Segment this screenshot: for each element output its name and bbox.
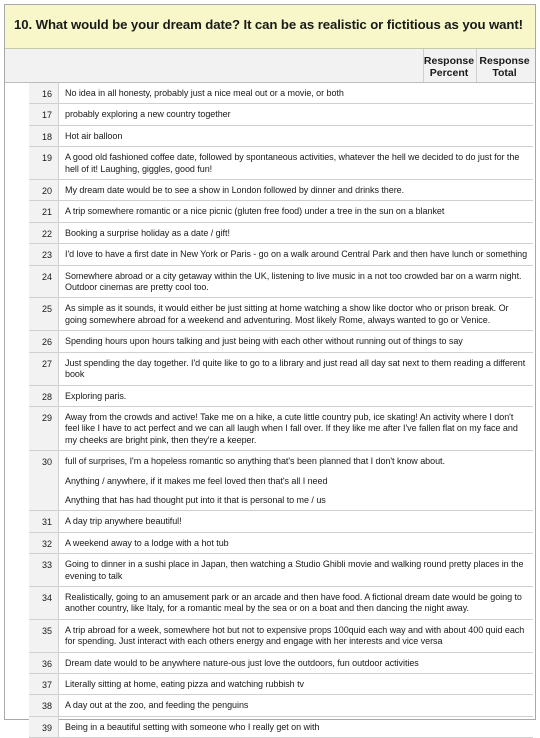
response-text [59,674,533,694]
response-percent-header [423,55,475,79]
response-text [59,104,533,124]
response-number: 27 [29,353,59,385]
response-text [59,331,533,351]
response-number: 23 [29,244,59,264]
response-number: 33 [29,554,59,586]
response-text-paragraph: A day trip anywhere beautiful! [65,516,182,527]
response-total-header [476,55,533,79]
response-number: 22 [29,223,59,243]
question-header [5,5,535,49]
response-text [59,620,533,652]
response-text-paragraph: Exploring paris. [65,390,127,401]
response-text [59,653,533,673]
response-text-paragraph: Booking a surprise holiday as a date / gift! [65,227,230,238]
response-row [29,83,533,104]
response-number: 19 [29,147,59,179]
response-text [59,407,533,450]
response-row [29,717,533,738]
response-text-paragraph: A good old fashioned coffee date, followed by spontaneous activities, whatever the hell we decided to do just for the hell of it! Laughing, giggles, good fun! [65,152,520,174]
response-text [59,587,533,619]
response-number: 29 [29,407,59,450]
response-row [29,587,533,620]
response-text-paragraph: Away from the crowds and active! Take me on a hike, a cute little country pub, ice skating! An activity where I don't feel like I have to act perfect and we can all laugh when I fall over. If they like me after I've fallen flat on my face and my cheeks are bright pink, then they're a keeper. [65,411,518,445]
response-text [59,266,533,298]
response-percent-header-line1: Response [423,55,475,67]
response-number: 16 [29,83,59,103]
survey-page [4,4,536,733]
response-text-paragraph: Just spending the day together. I'd quite like to go to a library and just read all day sat next to them reading a different book [65,357,526,380]
response-number: 18 [29,126,59,146]
response-number: 17 [29,104,59,124]
response-row [29,695,533,716]
response-text-paragraph: Going to dinner in a sushi place in Japan, then watching a Studio Ghibli movie and walking round pretty places in the evening to talk [65,559,524,581]
response-text-paragraph: Literally sitting at home, eating pizza and watching rubbish tv [65,679,304,689]
response-text-paragraph: full of surprises, I'm a hopeless romantic so anything that's been planned that I don't know about. [65,456,445,467]
response-text-paragraph: Hot air balloon [65,130,123,141]
response-list [29,83,533,738]
response-text [59,695,533,715]
response-row [29,533,533,554]
response-row [29,126,533,147]
response-number: 25 [29,298,59,330]
response-text [59,201,533,221]
response-text [59,511,533,531]
response-text [59,717,533,737]
response-row [29,653,533,674]
response-text-paragraph: A weekend away to a lodge with a hot tub [65,537,229,548]
response-row [29,298,533,331]
response-total-header-line2: Total [492,67,517,79]
response-text-paragraph: No idea in all honesty, probably just a nice meal out or a movie, or both [65,88,344,98]
response-text [59,126,533,146]
response-number: 35 [29,620,59,652]
response-number: 38 [29,695,59,715]
response-text-paragraph: As simple as it sounds, it would either be just sitting at home watching a show like doctor who or prison break. Or going somewhere abroad for a weekend and adventuring. Most likely Rome, always wanted to go or Venice. [65,303,509,325]
response-text [59,244,533,264]
response-row [29,620,533,653]
response-text-paragraph: A trip abroad for a week, somewhere hot but not to expensive props 100quid each way and with about 400 quid each for spending. Just interact with each others energy and engage with her interests and vice versa [65,624,525,647]
response-row [29,147,533,180]
response-text-paragraph: Anything that has had thought put into it that is personal to me / us [65,494,326,505]
response-text-paragraph: A day out at the zoo, and feeding the penguins [65,700,249,711]
response-number: 28 [29,386,59,406]
response-text-paragraph: A trip somewhere romantic or a nice picnic (gluten free food) under a tree in the sun on a blanket [65,206,445,217]
response-text [59,451,533,510]
response-row [29,511,533,532]
response-number: 32 [29,533,59,553]
response-text [59,554,533,586]
response-number: 20 [29,180,59,200]
response-text [59,298,533,330]
response-text-paragraph: Dream date would to be anywhere nature-ous just love the outdoors, fun outdoor activities [65,657,419,668]
response-text [59,386,533,406]
response-total-header-line1: Response [479,55,530,67]
response-row [29,353,533,386]
response-text-paragraph: My dream date would be to see a show in London followed by dinner and drinks there. [65,185,405,196]
response-text [59,353,533,385]
response-number: 26 [29,331,59,351]
response-row [29,674,533,695]
response-text [59,180,533,200]
response-text-paragraph: Spending hours upon hours talking and just being with each other without running out of things to say [65,336,463,347]
response-percent-header-line2: Percent [429,67,469,79]
response-number: 21 [29,201,59,221]
response-text [59,147,533,179]
column-header-row [5,49,535,83]
response-row [29,201,533,222]
response-number: 37 [29,674,59,694]
response-row [29,266,533,299]
response-text-paragraph: Realistically, going to an amusement park or an arcade and then have food. A fictional dream date would be going to another country, like Italy, for a romantic meal by the sea or on a boat and then dancing the night away. [65,591,522,614]
response-number: 24 [29,266,59,298]
response-number: 34 [29,587,59,619]
response-row [29,386,533,407]
response-text [59,533,533,553]
response-row [29,223,533,244]
response-number: 30 [29,451,59,510]
response-text-paragraph: Being in a beautiful setting with someone who I really get on with [65,721,320,732]
response-number: 39 [29,717,59,737]
response-row [29,331,533,352]
response-row [29,554,533,587]
response-text [59,223,533,243]
response-text-paragraph: Somewhere abroad or a city getaway within the UK, listening to live music in a not too crowded bar on a warm night. Outdoor cinemas are pretty cool too. [65,270,522,293]
response-text [59,83,533,103]
response-row [29,180,533,201]
response-row [29,407,533,451]
response-text-paragraph: I'd love to have a first date in New York or Paris - go on a walk around Central Park and then have lunch or something [65,249,528,260]
response-text-paragraph: probably exploring a new country together [65,109,231,120]
response-number: 31 [29,511,59,531]
response-number: 36 [29,653,59,673]
question-title: 10. What would be your dream date? It can be as realistic or fictitious as you want! [14,17,523,32]
response-row [29,244,533,265]
response-text-paragraph: Anything / anywhere, if it makes me feel loved then that's all I need [65,475,328,486]
response-row [29,451,533,511]
response-row [29,104,533,125]
